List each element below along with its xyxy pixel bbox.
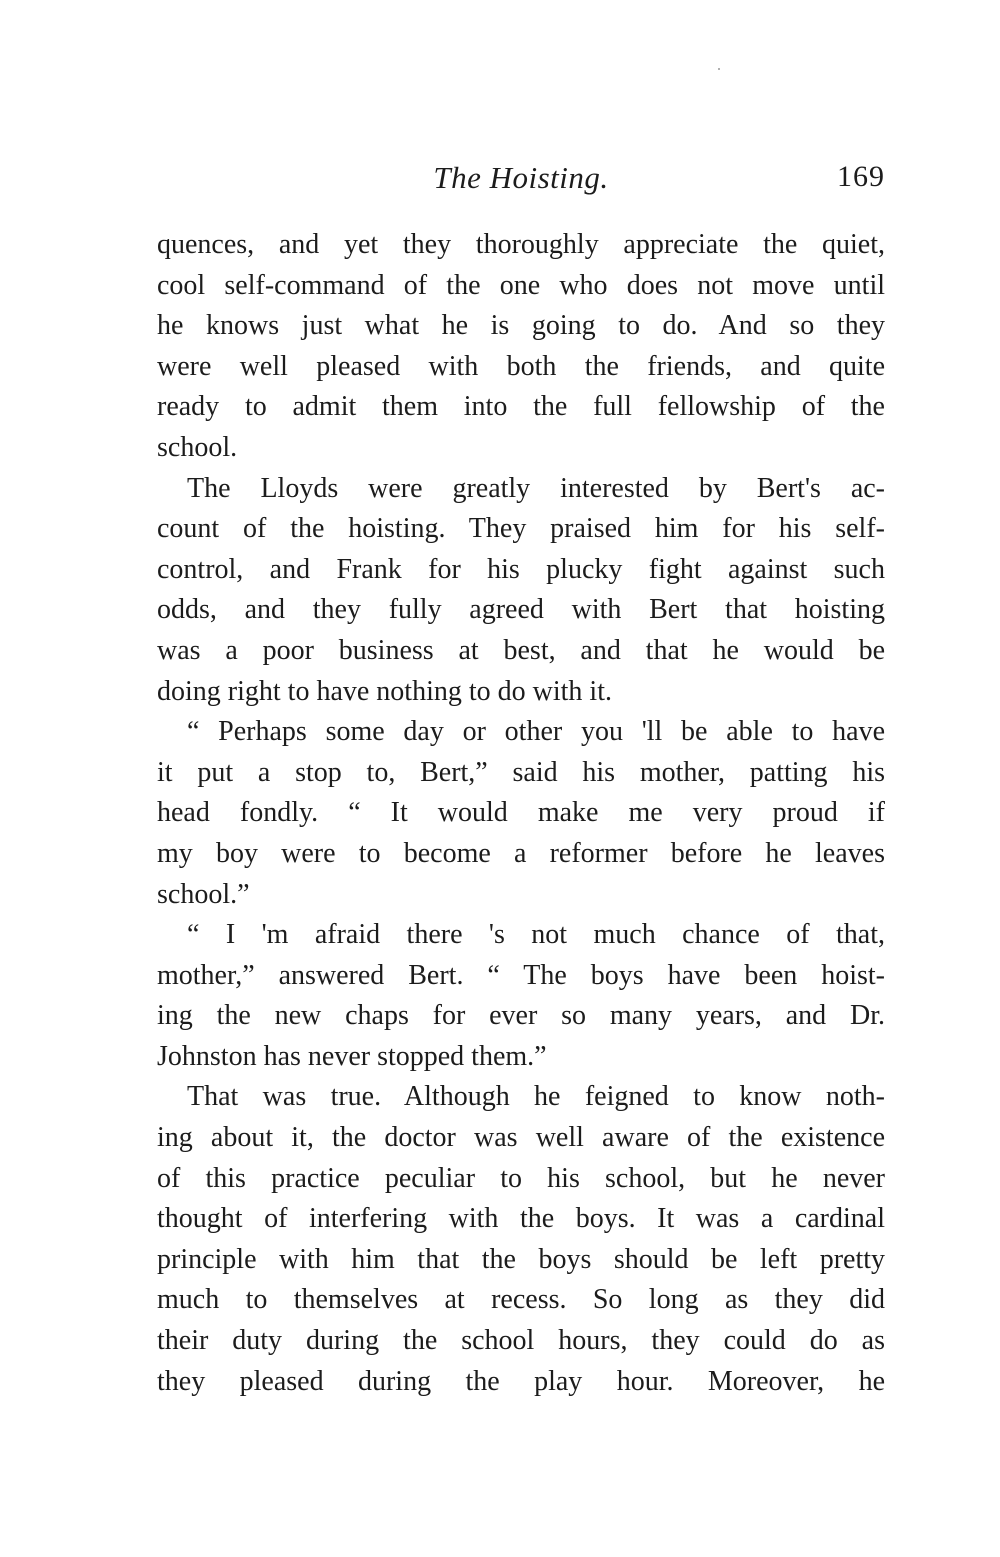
- text-line: was a poor business at best, and that he would be: [157, 634, 885, 666]
- text-line: their duty during the school hours, they could do as: [157, 1325, 885, 1357]
- text-line: he knows just what he is going to do. And so they: [157, 310, 885, 342]
- text-line: it put a stop to, Bert,” said his mother, patting his: [157, 756, 885, 788]
- body-text: [157, 225, 885, 1402]
- text-line: count of the hoisting. They praised him for his self-: [157, 513, 885, 545]
- text-line: they pleased during the play hour. Moreover, he: [157, 1365, 885, 1397]
- text-line: doing right to have nothing to do with it.: [157, 675, 612, 707]
- text-line: “ Perhaps some day or other you 'll be able to have: [187, 716, 885, 748]
- page-header: [157, 160, 885, 208]
- text-line: cool self-command of the one who does not move until: [157, 269, 885, 301]
- text-line: were well pleased with both the friends, and quite: [157, 350, 885, 382]
- text-line: thought of interfering with the boys. It was a cardinal: [157, 1203, 885, 1235]
- text-line: odds, and they fully agreed with Bert that hoisting: [157, 594, 885, 626]
- text-line: school.: [157, 431, 238, 463]
- text-line: ing the new chaps for ever so many years, and Dr.: [157, 1000, 885, 1032]
- page-number: 169: [837, 160, 885, 193]
- running-title: The Hoisting.: [433, 160, 609, 195]
- text-line: That was true. Although he feigned to know noth-: [187, 1081, 885, 1113]
- text-line: ing about it, the doctor was well aware of the existence: [157, 1122, 885, 1154]
- text-line: much to themselves at recess. So long as they did: [157, 1284, 885, 1316]
- text-line: control, and Frank for his plucky fight against such: [157, 553, 885, 585]
- text-line: school.”: [157, 878, 250, 910]
- text-line: head fondly. “ It would make me very proud if: [157, 797, 885, 829]
- text-line: my boy were to become a reformer before he leaves: [157, 837, 885, 869]
- text-line: mother,” answered Bert. “ The boys have been hoist-: [157, 959, 885, 991]
- text-line: of this practice peculiar to his school, but he never: [157, 1162, 885, 1194]
- text-line: Johnston has never stopped them.”: [157, 1040, 547, 1072]
- paper-speck: [718, 68, 720, 70]
- text-line: The Lloyds were greatly interested by Bert's ac-: [187, 472, 885, 504]
- text-line: ready to admit them into the full fellowship of the: [157, 391, 885, 423]
- text-line: principle with him that the boys should be left pretty: [157, 1243, 885, 1275]
- text-line: “ I 'm afraid there 's not much chance of that,: [187, 919, 885, 951]
- text-line: quences, and yet they thoroughly appreciate the quiet,: [157, 229, 885, 260]
